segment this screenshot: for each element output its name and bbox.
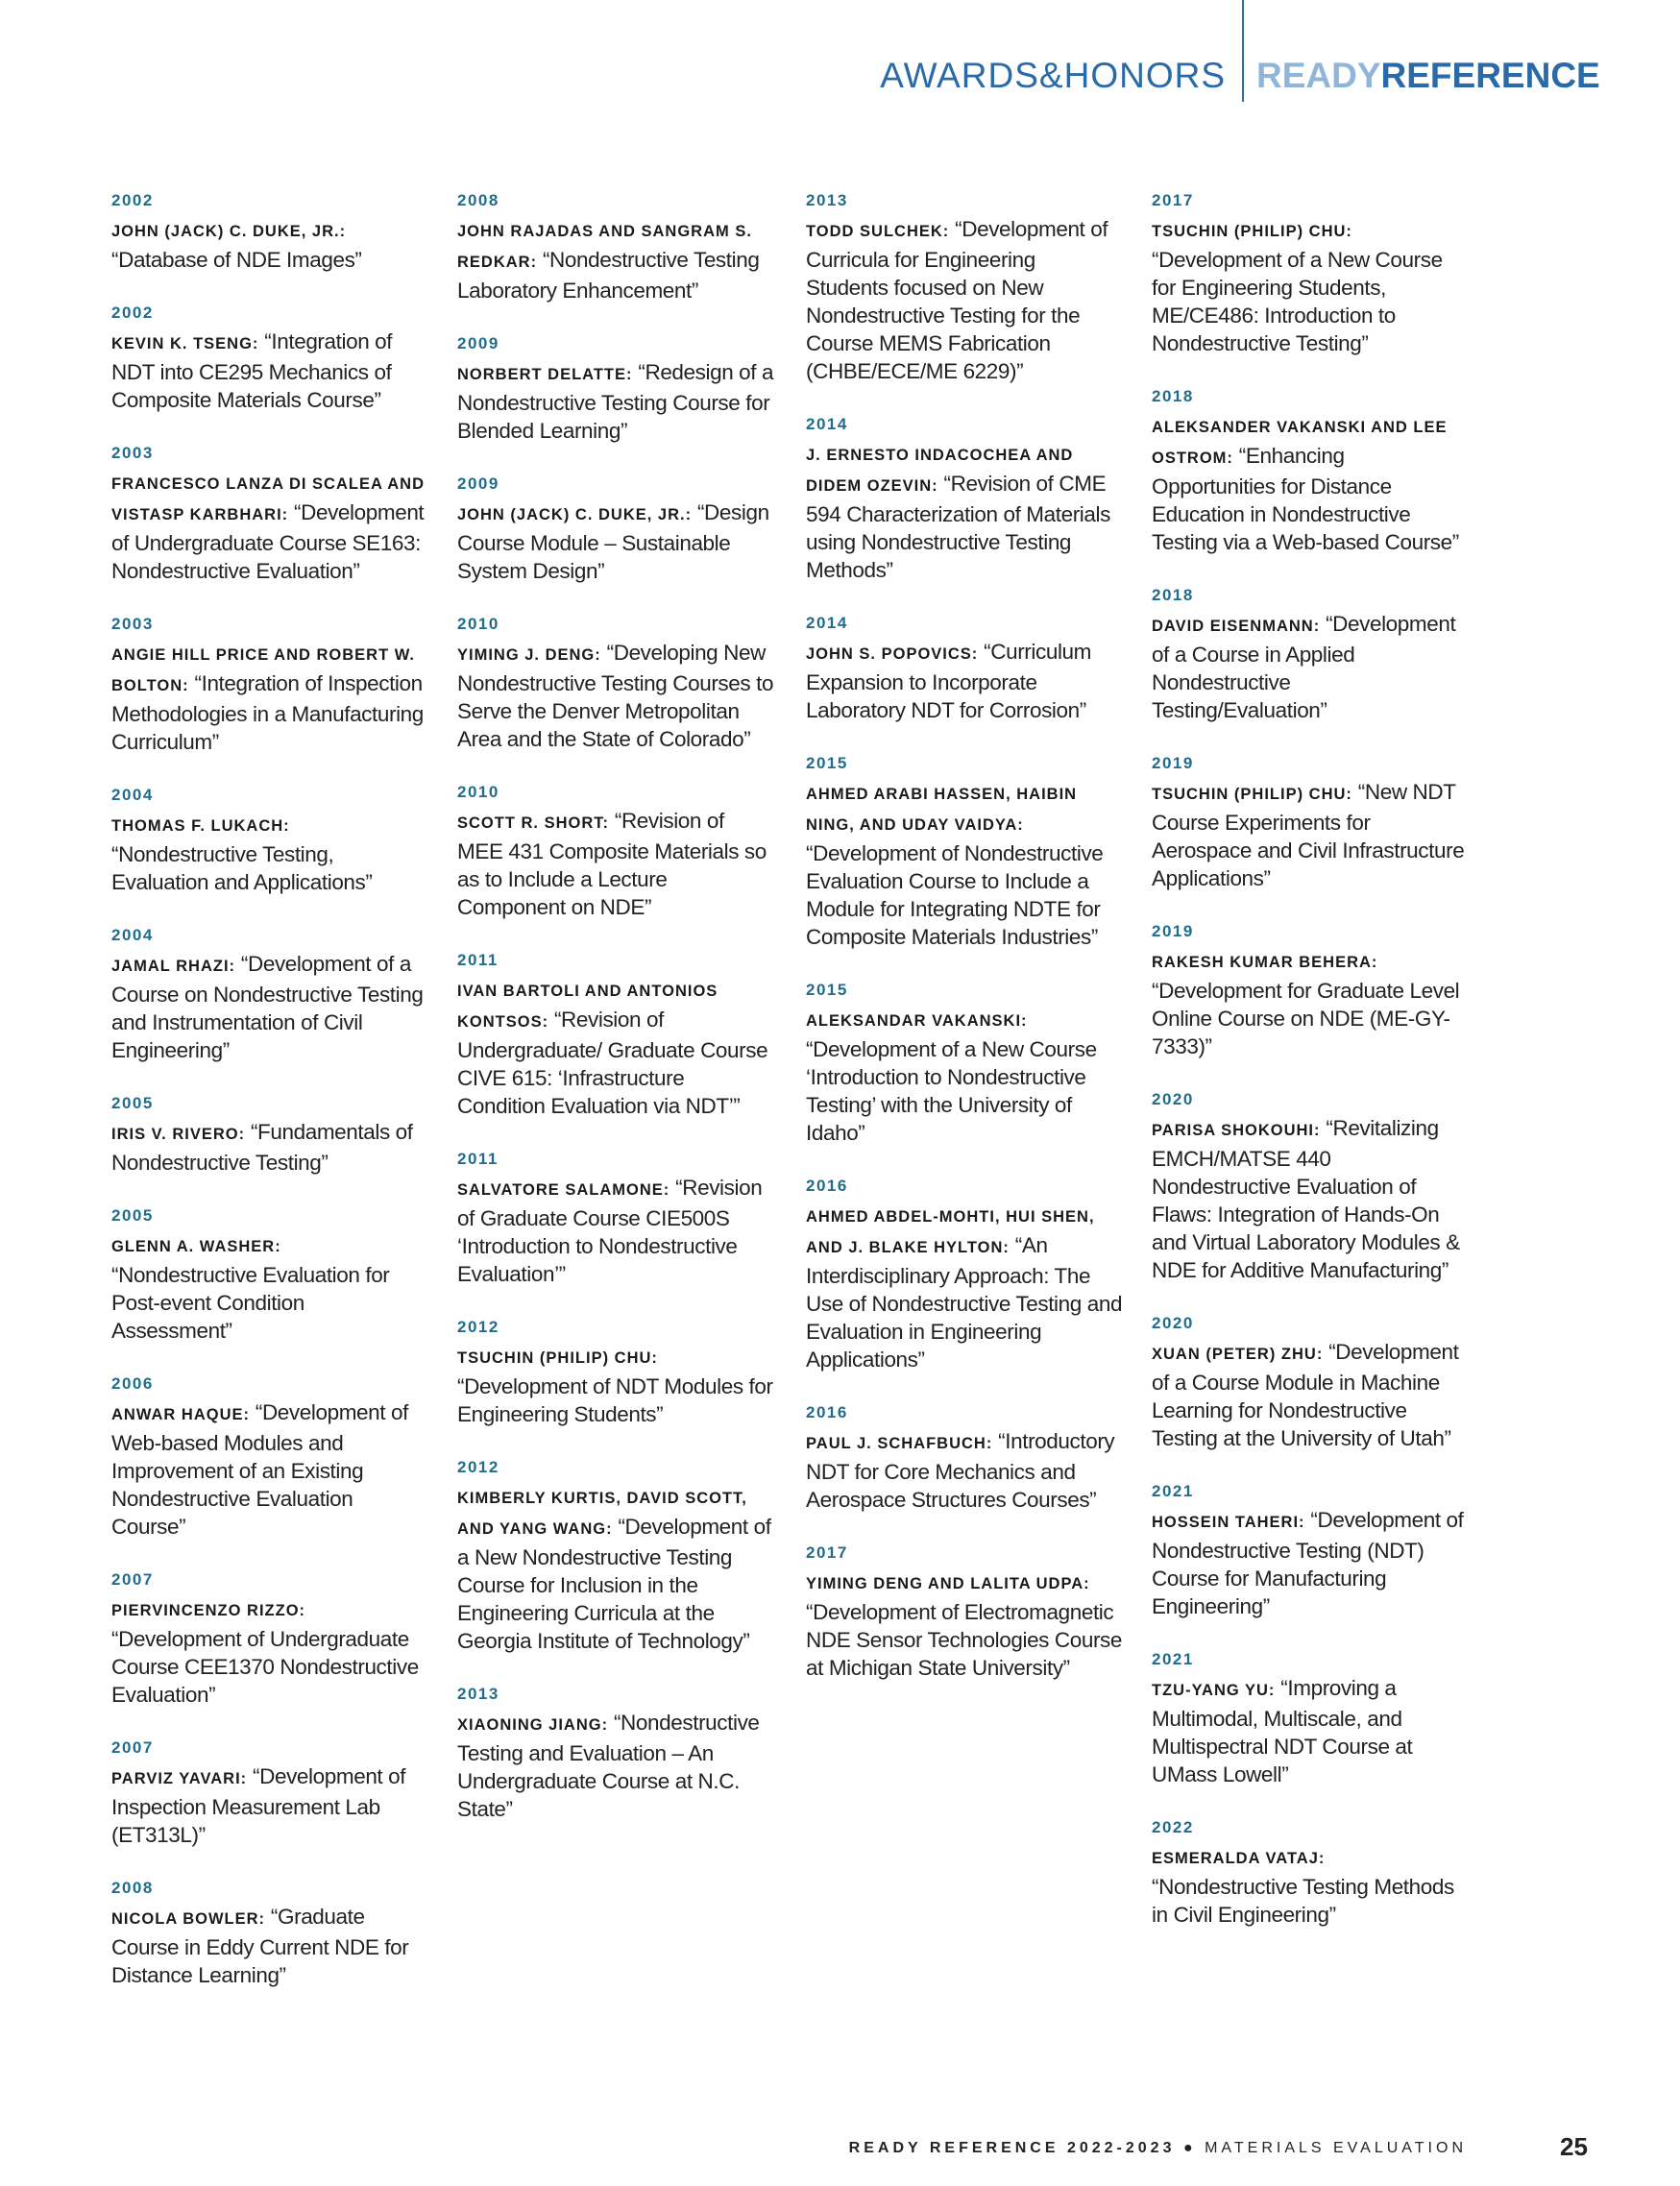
award-year: 2018 — [1152, 387, 1194, 405]
page-footer — [0, 2130, 1680, 2169]
recipient-name: KEVIN K. TSENG: — [111, 335, 259, 352]
recipient-name: JOHN (JACK) C. DUKE, JR.: — [111, 223, 347, 240]
award-text — [806, 638, 1123, 724]
award-text — [457, 1174, 774, 1288]
recipient-name: AHMED ARABI HASSEN, HAIBIN NING, AND UDAY VAIDYA: — [806, 786, 1078, 834]
recipient-name: THOMAS F. LUKACH: — [111, 817, 290, 835]
recipient-name: ALEKSANDAR VAKANSKI: — [806, 1012, 1028, 1030]
course-title: “Developing New Nondestructive Testing Courses to Serve the Denver Metropolitan Area and the State of Colorado” — [457, 641, 774, 751]
award-text — [1152, 215, 1469, 357]
recipient-name: ESMERALDA VATAJ: — [1152, 1850, 1326, 1867]
award-entry — [1152, 1649, 1469, 1788]
recipient-name: NICOLA BOWLER: — [111, 1910, 266, 1928]
recipient-name: NORBERT DELATTE: — [457, 366, 633, 383]
recipient-name: AHMED ABDEL-MOHTI, HUI SHEN, AND J. BLAKE HYLTON: — [806, 1208, 1095, 1256]
recipient-name: ANGIE HILL PRICE AND ROBERT W. BOLTON: — [111, 646, 416, 694]
award-entry — [806, 1542, 1123, 1682]
course-title: “Nondestructive Testing Laboratory Enhancement” — [457, 248, 760, 303]
recipient-name: JOHN RAJADAS AND SANGRAM S. REDKAR: — [457, 223, 752, 271]
award-entry — [457, 1684, 774, 1823]
award-text — [1152, 1506, 1469, 1620]
award-entry — [111, 443, 428, 585]
award-year: 2018 — [1152, 586, 1194, 604]
course-title: “Development of Web-based Modules and Improvement of an Existing Nondestructive Evaluation Course” — [111, 1400, 408, 1539]
award-year: 2021 — [1152, 1482, 1194, 1500]
award-entry — [806, 613, 1123, 724]
course-title: “Development of a New Nondestructive Testing Course for Inclusion in the Engineering Curricula at the Georgia Institute of Technology” — [457, 1515, 771, 1653]
recipient-name: ALEKSANDER VAKANSKI AND LEE OSTROM: — [1152, 419, 1448, 467]
award-year: 2015 — [806, 981, 848, 999]
course-title: “Integration of Inspection Methodologies in a Manufacturing Curriculum” — [111, 671, 424, 754]
recipient-name: YIMING DENG AND LALITA UDPA: — [806, 1575, 1090, 1592]
award-entry — [111, 303, 428, 414]
award-entry — [111, 1569, 428, 1709]
award-entry — [806, 980, 1123, 1147]
award-text — [457, 498, 774, 585]
recipient-name: PARISA SHOKOUHI: — [1152, 1122, 1321, 1139]
recipient-name: KIMBERLY KURTIS, DAVID SCOTT, AND YANG WANG: — [457, 1490, 747, 1538]
footer-ready-reference: READY REFERENCE 2022-2023 — [848, 2140, 1176, 2156]
ready-reference-logo — [1256, 56, 1600, 96]
award-text — [111, 810, 428, 896]
award-year: 2022 — [1152, 1818, 1194, 1836]
award-entry — [111, 1205, 428, 1345]
recipient-name: SALVATORE SALAMONE: — [457, 1181, 670, 1199]
award-text — [1152, 610, 1469, 724]
recipient-name: SCOTT R. SHORT: — [457, 814, 609, 832]
award-entry — [457, 614, 774, 753]
page-number: 25 — [1560, 2132, 1588, 2161]
award-text — [806, 1427, 1123, 1514]
award-text — [806, 439, 1123, 584]
award-year: 2019 — [1152, 922, 1194, 940]
award-text — [457, 1482, 774, 1655]
award-entry — [1152, 753, 1469, 892]
course-title: “An Interdisciplinary Approach: The Use of Nondestructive Testing and Evaluation in Engineering Applications” — [806, 1233, 1123, 1372]
course-title: “Redesign of a Nondestructive Testing Course for Blended Learning” — [457, 360, 774, 443]
column-3 — [806, 190, 1123, 1711]
course-title: “Nondestructive Testing, Evaluation and Applications” — [111, 842, 373, 894]
course-title: “Nondestructive Testing and Evaluation – An Undergraduate Course at N.C. State” — [457, 1711, 760, 1821]
award-entry — [457, 782, 774, 921]
award-year: 2011 — [457, 951, 499, 969]
award-entry — [1152, 1481, 1469, 1620]
award-entry — [457, 950, 774, 1120]
course-title: “Development of a Course in Applied Nondestructive Testing/Evaluation” — [1152, 612, 1456, 722]
award-entry — [806, 1402, 1123, 1514]
award-text — [457, 1709, 774, 1823]
course-title: “Development of Undergraduate Course CEE1370 Nondestructive Evaluation” — [111, 1627, 419, 1707]
award-year: 2011 — [457, 1150, 499, 1168]
award-year: 2015 — [806, 754, 848, 772]
recipient-name: RAKESH KUMAR BEHERA: — [1152, 954, 1378, 971]
course-title: “Development of a Course Module in Machine Learning for Nondestructive Testing at the University of Utah” — [1152, 1340, 1459, 1450]
award-entry — [1152, 1089, 1469, 1284]
recipient-name: IRIS V. RIVERO: — [111, 1126, 246, 1143]
course-title: “Nondestructive Evaluation for Post-event Condition Assessment” — [111, 1263, 390, 1343]
award-text — [111, 1398, 428, 1541]
course-title: “Development for Graduate Level Online Course on NDE (ME-GY-7333)” — [1152, 979, 1460, 1058]
recipient-name: HOSSEIN TAHERI: — [1152, 1514, 1305, 1531]
award-text — [806, 1567, 1123, 1682]
recipient-name: IVAN BARTOLI AND ANTONIOS KONTSOS: — [457, 983, 718, 1031]
header-divider — [1242, 0, 1244, 102]
course-title: “Revision of CME 594 Characterization of Materials using Nondestructive Testing Methods” — [806, 472, 1110, 582]
award-text — [1152, 1842, 1469, 1929]
course-title: “Development of a Course on Nondestructive Testing and Instrumentation of Civil Engineering” — [111, 952, 424, 1062]
award-entry — [457, 333, 774, 445]
award-entry — [111, 925, 428, 1064]
award-text — [1152, 778, 1469, 892]
course-title: “Enhancing Opportunities for Distance Education in Nondestructive Testing via a Web-based Course” — [1152, 444, 1459, 554]
award-text — [806, 778, 1123, 951]
award-entry — [111, 1093, 428, 1177]
recipient-name: JOHN (JACK) C. DUKE, JR.: — [457, 506, 693, 523]
award-year: 2002 — [111, 191, 154, 209]
award-entry — [111, 1737, 428, 1849]
award-entry — [457, 190, 774, 304]
award-year: 2006 — [111, 1374, 154, 1393]
award-entry — [806, 414, 1123, 584]
course-title: “Revitalizing EMCH/MATSE 440 Nondestructive Evaluation of Flaws: Integration of Hands-On and Virtual Laboratory Modules & NDE for Additive Manufacturing” — [1152, 1116, 1460, 1282]
recipient-name: XIAONING JIANG: — [457, 1716, 609, 1734]
recipient-name: YIMING J. DENG: — [457, 646, 601, 664]
course-title: “Development of Nondestructive Evaluation Course to Include a Module for Integrating NDTE for Composite Materials Industries” — [806, 841, 1104, 949]
footer-magazine: MATERIALS EVALUATION — [1205, 2140, 1467, 2156]
course-title: “Revision of Graduate Course CIE500S ‘Introduction to Nondestructive Evaluation’” — [457, 1176, 763, 1286]
course-title: “Revision of Undergraduate/ Graduate Course CIVE 615: ‘Infrastructure Condition Evaluation via NDT’” — [457, 1008, 768, 1118]
course-title: “Fundamentals of Nondestructive Testing” — [111, 1120, 413, 1175]
award-entry — [111, 785, 428, 896]
award-text — [806, 215, 1123, 385]
column-2 — [457, 190, 774, 1852]
award-text — [806, 1005, 1123, 1147]
course-title: “Nondestructive Testing Methods in Civil Engineering” — [1152, 1875, 1454, 1927]
logo-reference: REFERENCE — [1380, 56, 1600, 95]
award-entry — [1152, 386, 1469, 556]
award-entry — [806, 1176, 1123, 1373]
award-year: 2005 — [111, 1206, 154, 1225]
recipient-name: DAVID EISENMANN: — [1152, 618, 1321, 635]
award-year: 2017 — [806, 1543, 848, 1562]
award-entry — [457, 1317, 774, 1428]
award-year: 2008 — [111, 1879, 154, 1897]
course-title: “Development of Curricula for Engineering Students focused on New Nondestructive Testing for the Course MEMS Fabrication (CHBE/ECE/ME 6229)” — [806, 217, 1108, 383]
award-text — [1152, 1674, 1469, 1788]
recipient-name: PARVIZ YAVARI: — [111, 1770, 248, 1787]
award-text — [457, 358, 774, 445]
award-text — [111, 1903, 428, 1989]
award-entry — [1152, 1313, 1469, 1452]
award-text — [111, 639, 428, 756]
award-entry — [457, 1149, 774, 1288]
award-text — [1152, 946, 1469, 1060]
course-title: “Improving a Multimodal, Multiscale, and Multispectral NDT Course at UMass Lowell” — [1152, 1676, 1413, 1786]
award-text — [1152, 1338, 1469, 1452]
column-1 — [111, 190, 428, 2018]
award-text — [457, 215, 774, 304]
recipient-name: PAUL J. SCHAFBUCH: — [806, 1435, 993, 1452]
recipient-name: J. ERNESTO INDACOCHEA AND DIDEM OZEVIN: — [806, 447, 1074, 495]
award-year: 2017 — [1152, 191, 1194, 209]
award-entry — [1152, 1817, 1469, 1929]
award-entry — [457, 474, 774, 585]
award-year: 2012 — [457, 1458, 499, 1476]
course-title: “Database of NDE Images” — [111, 248, 362, 272]
award-text — [111, 1594, 428, 1709]
award-entry — [111, 1373, 428, 1541]
recipient-name: JAMAL RHAZI: — [111, 958, 236, 975]
award-text — [1152, 411, 1469, 556]
course-title: “Curriculum Expansion to Incorporate Laboratory NDT for Corrosion” — [806, 640, 1092, 722]
award-entry — [806, 753, 1123, 951]
course-title: “Development of Inspection Measurement Lab (ET313L)” — [111, 1764, 406, 1847]
award-year: 2010 — [457, 615, 499, 633]
award-year: 2016 — [806, 1177, 848, 1195]
column-4 — [1152, 190, 1469, 1957]
recipient-name: TSUCHIN (PHILIP) CHU: — [1152, 786, 1352, 803]
award-text — [111, 1230, 428, 1345]
award-text — [806, 1201, 1123, 1373]
course-title: “Graduate Course in Eddy Current NDE for Distance Learning” — [111, 1905, 409, 1987]
award-year: 2013 — [457, 1685, 499, 1703]
award-entry — [111, 190, 428, 274]
award-text — [457, 807, 774, 921]
logo-ready: READY — [1256, 56, 1381, 95]
award-text — [111, 328, 428, 414]
award-year: 2003 — [111, 615, 154, 633]
recipient-name: JOHN S. POPOVICS: — [806, 645, 979, 663]
course-title: “Integration of NDT into CE295 Mechanics of Composite Materials Course” — [111, 329, 393, 412]
page-header — [0, 0, 1680, 134]
award-year: 2002 — [111, 304, 154, 322]
award-year: 2020 — [1152, 1090, 1194, 1108]
course-title: “Development of a New Course ‘Introduction to Nondestructive Testing’ with the University of Idaho” — [806, 1037, 1097, 1145]
award-entry — [1152, 585, 1469, 724]
award-year: 2016 — [806, 1403, 848, 1421]
course-title: “Development of Electromagnetic NDE Sensor Technologies Course at Michigan State University” — [806, 1600, 1123, 1680]
recipient-name: PIERVINCENZO RIZZO: — [111, 1602, 306, 1619]
award-year: 2010 — [457, 783, 499, 801]
course-title: “Development of Undergraduate Course SE163: Nondestructive Evaluation” — [111, 500, 425, 583]
award-text — [111, 1118, 428, 1177]
footer-bullet: ● — [1182, 2140, 1197, 2156]
award-text — [457, 639, 774, 753]
award-year: 2007 — [111, 1570, 154, 1589]
award-text — [1152, 1114, 1469, 1284]
award-entry — [111, 614, 428, 756]
course-title: “Design Course Module – Sustainable System Design” — [457, 500, 769, 583]
award-year: 2021 — [1152, 1650, 1194, 1668]
awards-list — [0, 190, 1680, 2063]
course-title: “Development of NDT Modules for Engineering Students” — [457, 1374, 773, 1426]
award-year: 2004 — [111, 786, 154, 804]
recipient-name: TSUCHIN (PHILIP) CHU: — [457, 1349, 658, 1367]
award-entry — [457, 1457, 774, 1655]
award-year: 2007 — [111, 1738, 154, 1757]
award-year: 2003 — [111, 444, 154, 462]
course-title: “New NDT Course Experiments for Aerospace and Civil Infrastructure Applications” — [1152, 780, 1465, 890]
award-year: 2012 — [457, 1318, 499, 1336]
award-text — [111, 950, 428, 1064]
award-entry — [1152, 921, 1469, 1060]
recipient-name: GLENN A. WASHER: — [111, 1238, 281, 1255]
section-title: AWARDS&HONORS — [880, 56, 1226, 95]
recipient-name: TZU-YANG YU: — [1152, 1682, 1276, 1699]
award-entry — [1152, 190, 1469, 357]
award-text — [111, 215, 428, 274]
recipient-name: TODD SULCHEK: — [806, 223, 950, 240]
course-title: “Development of a New Course for Engineering Students, ME/CE486: Introduction to Nondestructive Testing” — [1152, 248, 1443, 355]
award-text — [111, 468, 428, 585]
award-year: 2020 — [1152, 1314, 1194, 1332]
award-year: 2005 — [111, 1094, 154, 1112]
award-year: 2008 — [457, 191, 499, 209]
recipient-name: XUAN (PETER) ZHU: — [1152, 1346, 1324, 1363]
recipient-name: TSUCHIN (PHILIP) CHU: — [1152, 223, 1352, 240]
award-year: 2014 — [806, 415, 848, 433]
recipient-name: ANWAR HAQUE: — [111, 1406, 250, 1423]
award-year: 2013 — [806, 191, 848, 209]
award-entry — [806, 190, 1123, 385]
award-year: 2009 — [457, 474, 499, 493]
award-text — [457, 1342, 774, 1428]
award-year: 2019 — [1152, 754, 1194, 772]
course-title: “Development of Nondestructive Testing (NDT) Course for Manufacturing Engineering” — [1152, 1508, 1464, 1618]
award-text — [457, 975, 774, 1120]
award-text — [111, 1762, 428, 1849]
recipient-name: FRANCESCO LANZA DI SCALEA AND VISTASP KARBHARI: — [111, 475, 425, 523]
course-title: “Introductory NDT for Core Mechanics and Aerospace Structures Courses” — [806, 1429, 1115, 1512]
award-entry — [111, 1878, 428, 1989]
course-title: “Revision of MEE 431 Composite Materials so as to Include a Lecture Component on NDE” — [457, 809, 767, 919]
award-year: 2014 — [806, 614, 848, 632]
footer-publication — [849, 2140, 1467, 2157]
award-year: 2009 — [457, 334, 499, 352]
award-year: 2004 — [111, 926, 154, 944]
